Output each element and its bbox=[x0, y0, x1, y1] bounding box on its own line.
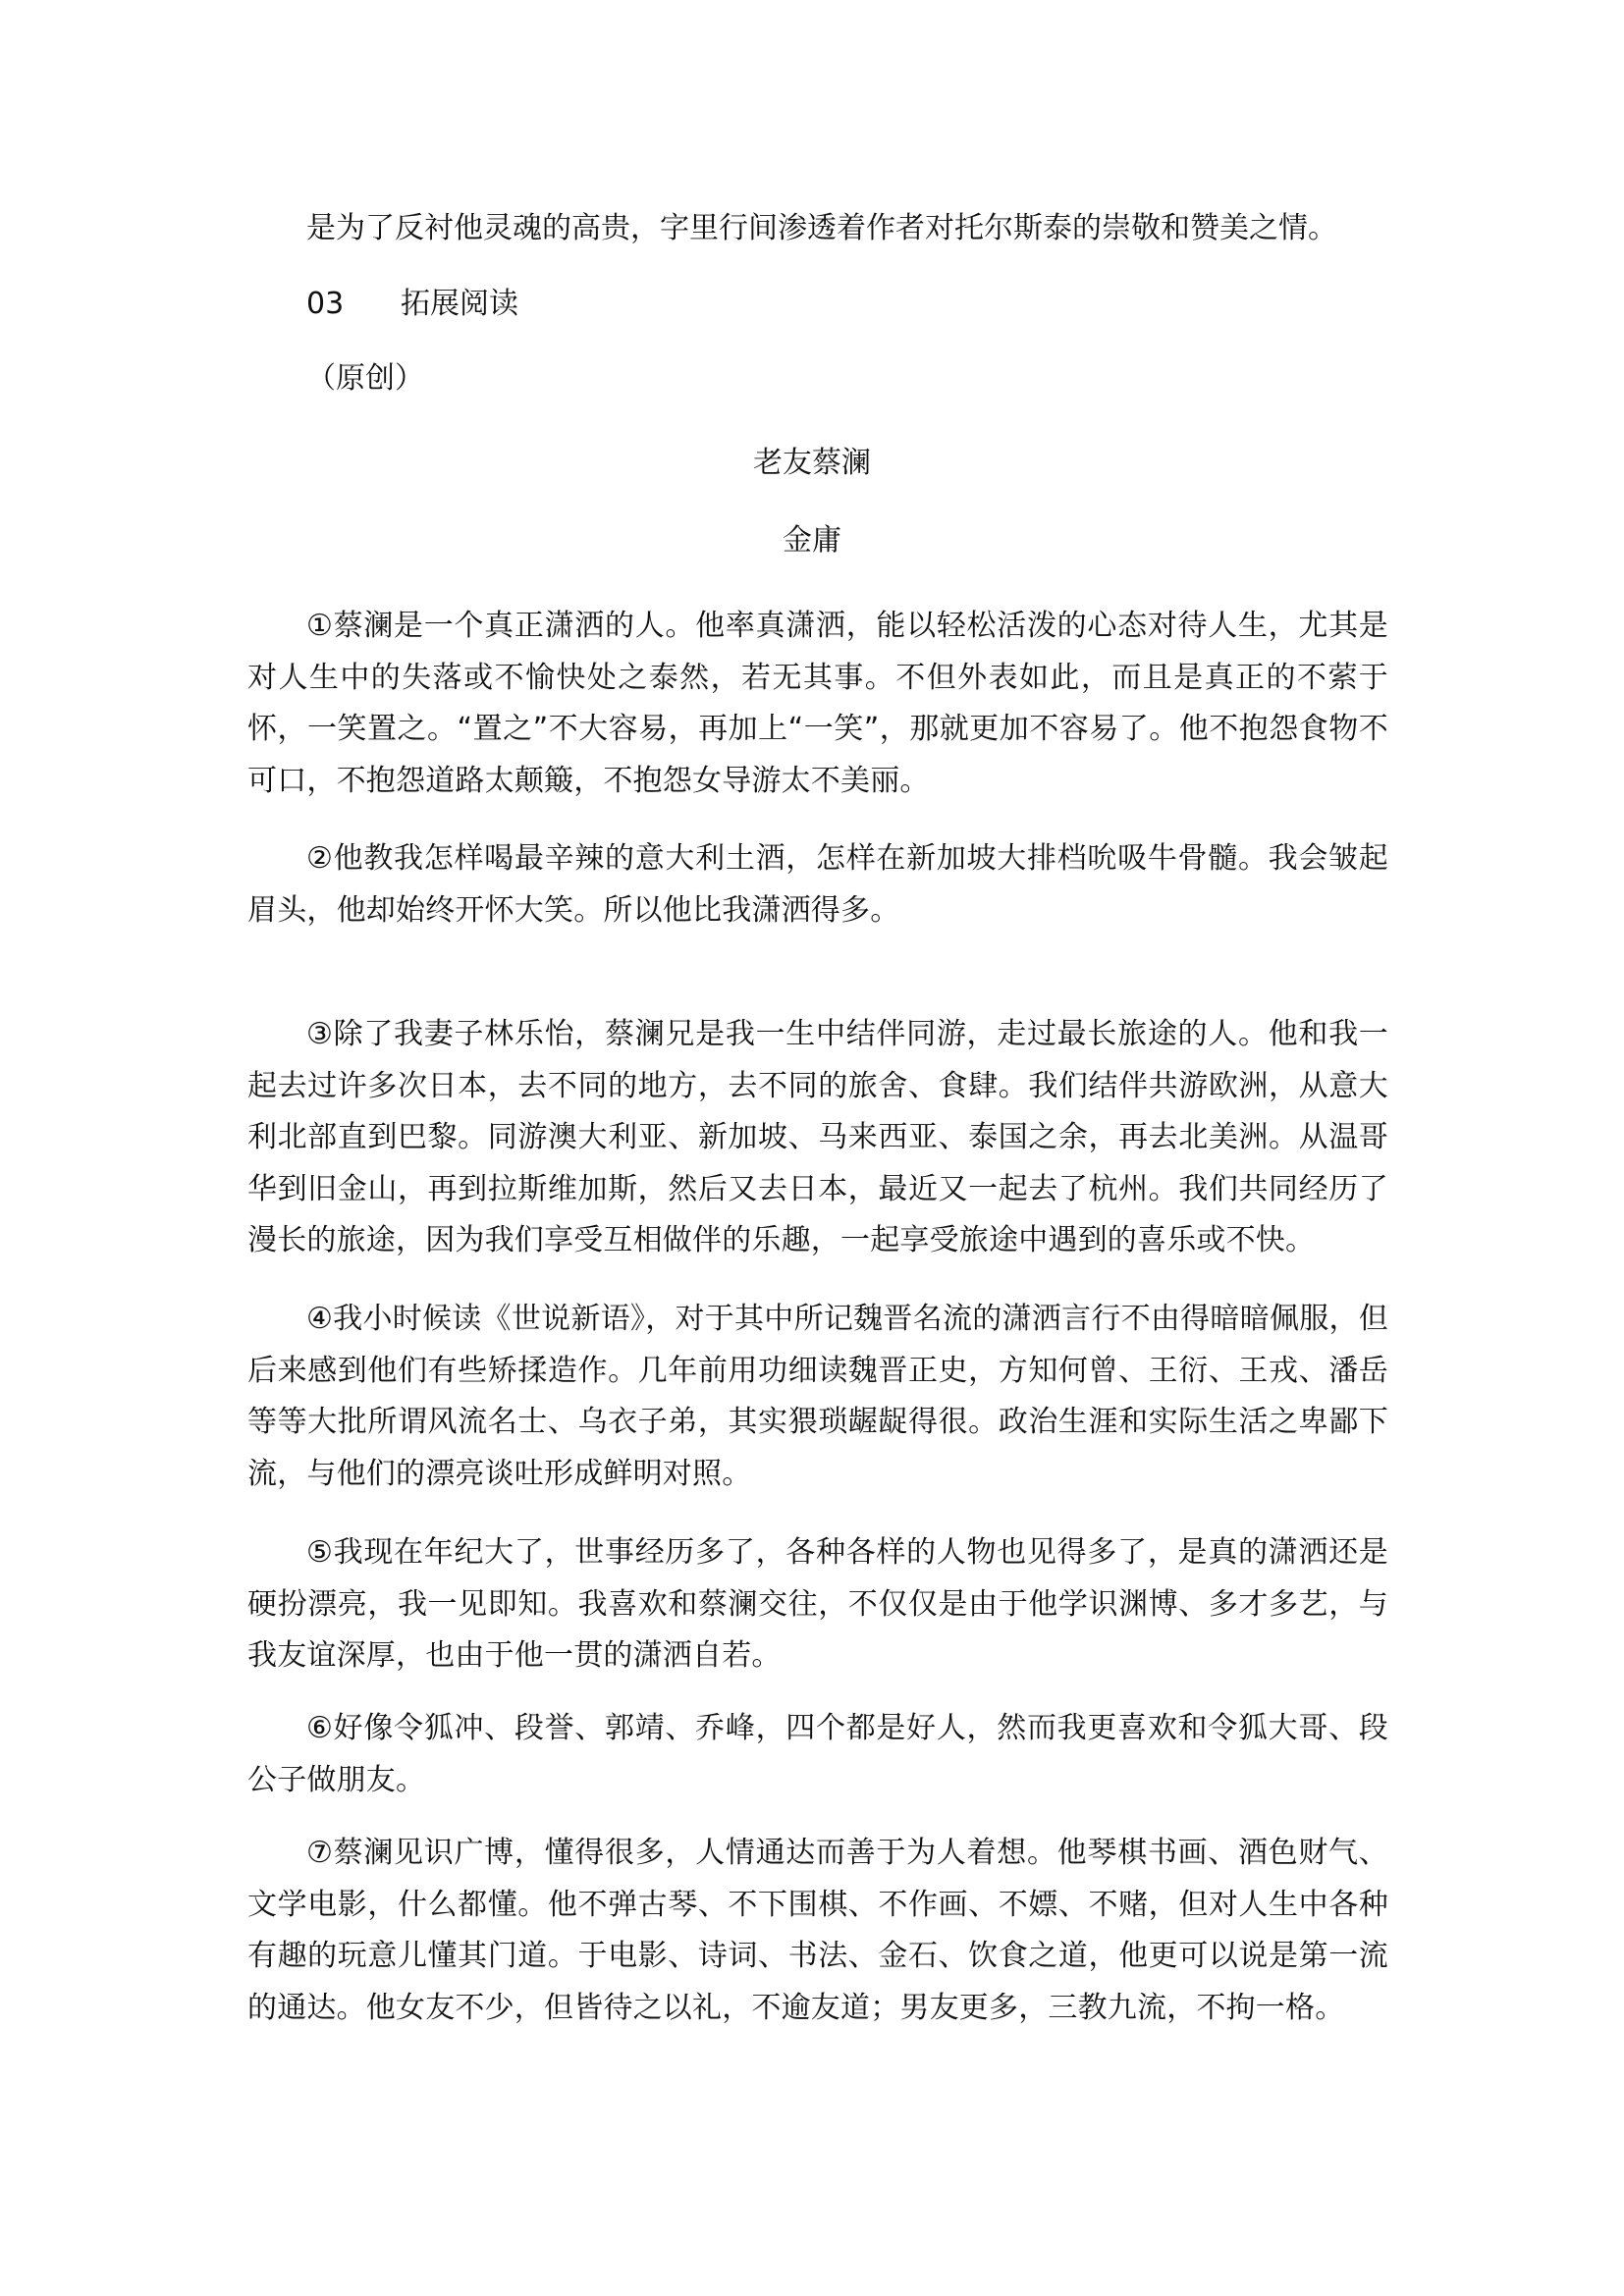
paragraph-7: ⑦蔡澜见识广博，懂得很多，人情通达而善于为人着想。他琴棋书画、酒色财气、文学电影，什么都懂。他不弹古琴、不下围棋、不作画、不嫖、不赌，但对人生中各种有趣的玩意儿懂其门道。于电影、诗词、书法、金石、饮食之道，他更可以说是第一流的通达。他女友不少，但皆待之以礼，不逾友道；男友更多，三教九流，不拘一格。 bbox=[247, 1836, 1388, 2025]
paragraph-2: ②他教我怎样喝最辛辣的意大利土酒，怎样在新加坡大排档吮吸牛骨髓。我会皱起眉头，他却始终开怀大笑。所以他比我潇洒得多。 bbox=[247, 841, 1388, 928]
section-number: 03 bbox=[306, 287, 345, 321]
paragraph-6: ⑥好像令狐冲、段誉、郭靖、乔峰，四个都是好人，然而我更喜欢和令狐大哥、段公子做朋友。 bbox=[247, 1711, 1388, 1797]
paragraph-5: ⑤我现在年纪大了，世事经历多了，各种各样的人物也见得多了，是真的潇洒还是硬扮漂亮，我一见即知。我喜欢和蔡澜交往，不仅仅是由于他学识渊博、多才多艺，与我友谊深厚，也由于他一贯的潇洒自若。 bbox=[247, 1535, 1388, 1673]
article-author: 金庸 bbox=[783, 523, 841, 558]
source-note: （原创） bbox=[306, 361, 424, 396]
paragraph-1: ①蔡澜是一个真正潇洒的人。他率真潇洒，能以轻松活泼的心态对待人生，尤其是对人生中的失落或不愉快处之泰然，若无其事。不但外表如此，而且是真正的不萦于怀，一笑置之。“置之”不大容易，再加上“一笑”，那就更加不容易了。他不抱怨食物不可口，不抱怨道路太颠簸，不抱怨女导游太不美丽。 bbox=[247, 609, 1388, 798]
intro-line: 是为了反衬他灵魂的高贵，字里行间渗透着作者对托尔斯泰的崇敬和赞美之情。 bbox=[306, 211, 1337, 245]
paragraph-3: ③除了我妻子林乐怡，蔡澜兄是我一生中结伴同游，走过最长旅途的人。他和我一起去过许多次日本，去不同的地方，去不同的旅舍、食肆。我们结伴共游欧洲，从意大利北部直到巴黎。同游澳大利亚、新加坡、马来西亚、泰国之余，再去北美洲。从温哥华到旧金山，再到拉斯维加斯，然后又去日本，最近又一起去了杭州。我们共同经历了漫长的旅途，因为我们享受互相做伴的乐趣，一起享受旅途中遇到的喜乐或不快。 bbox=[247, 1017, 1388, 1257]
section-title: 拓展阅读 bbox=[401, 287, 518, 321]
paragraph-4: ④我小时候读《世说新语》，对于其中所记魏晋名流的潇洒言行不由得暗暗佩服，但后来感到他们有些矫揉造作。几年前用功细读魏晋正史，方知何曾、王衍、王戎、潘岳等等大批所谓风流名士、乌衣子弟，其实猥琐龌龊得很。政治生涯和实际生活之卑鄙下流，与他们的漂亮谈吐形成鲜明对照。 bbox=[247, 1302, 1388, 1491]
article-title: 老友蔡澜 bbox=[753, 446, 871, 480]
